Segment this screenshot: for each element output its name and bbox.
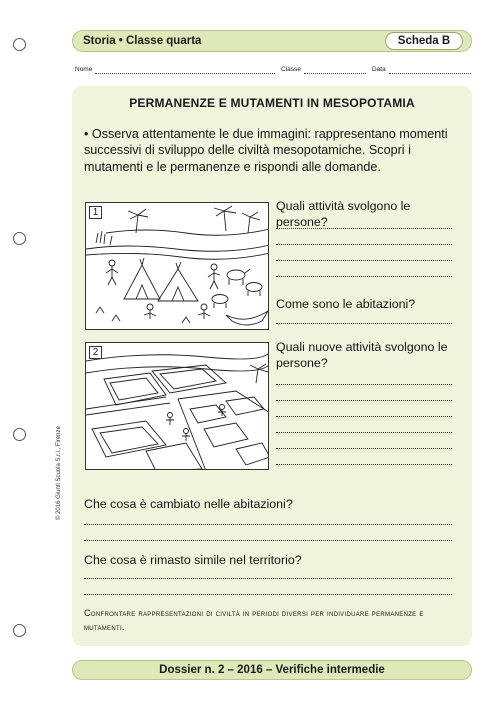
answer-line[interactable] [84,578,452,579]
village-drawing [86,203,269,330]
date-label: Data [372,66,386,73]
subject-label: Storia • Classe quarta [83,35,202,47]
name-label: Nome [75,66,93,73]
learning-objective: Confrontare rappresentazioni di civiltà in periodi diversi per individuare permanenze e mutamenti. [84,608,424,632]
picture-number: 2 [89,346,102,359]
header-bar [72,30,472,52]
worksheet-panel [72,86,472,646]
picture-number: 1 [89,206,102,219]
question-5: Che cosa è rimasto simile nel territorio? [84,553,302,567]
binder-hole [13,428,26,441]
footer-label: Dossier n. 2 – 2016 – Verifiche intermedie [159,664,385,676]
answer-line[interactable] [276,323,452,324]
answer-line[interactable] [276,384,452,385]
sheet-badge: Scheda B [385,32,463,50]
answer-line[interactable] [276,432,452,433]
binder-hole [13,232,26,245]
answer-line[interactable] [276,228,452,229]
answer-line[interactable] [276,400,452,401]
question-2: Come sono le abitazioni? [276,297,416,311]
city-drawing [86,343,269,470]
question-3: Quali nuove attività svolgono le persone? [276,340,448,370]
class-field[interactable] [304,73,366,74]
instructions: • Osserva attentamente le due immagini: rappresentano momenti successivi di sviluppo delle civiltà mesopotamiche. Scopri i mutamenti e le permanenze e rispondi alle domande. [84,127,448,174]
binder-hole [13,38,26,51]
answer-line[interactable] [84,594,452,595]
answer-line[interactable] [276,448,452,449]
answer-line[interactable] [84,524,452,525]
date-field[interactable] [389,73,471,74]
class-label: Classe [281,66,301,73]
answer-line[interactable] [276,260,452,261]
answer-line[interactable] [84,540,452,541]
page-title: PERMANENZE E MUTAMENTI IN MESOPOTAMIA [129,96,415,110]
answer-line[interactable] [276,464,452,465]
illustration-1 [85,202,269,330]
footer-bar [72,660,472,680]
answer-line[interactable] [276,416,452,417]
answer-line[interactable] [276,244,452,245]
answer-line[interactable] [276,276,452,277]
binder-hole [13,624,26,637]
copyright-text: © 2016 Giunti Scuola S.r.l., Firenze [56,426,62,520]
illustration-2 [85,342,269,470]
question-1: Quali attività svolgono le persone? [276,199,411,229]
question-4: Che cosa è cambiato nelle abitazioni? [84,497,293,511]
name-field[interactable] [95,73,275,74]
